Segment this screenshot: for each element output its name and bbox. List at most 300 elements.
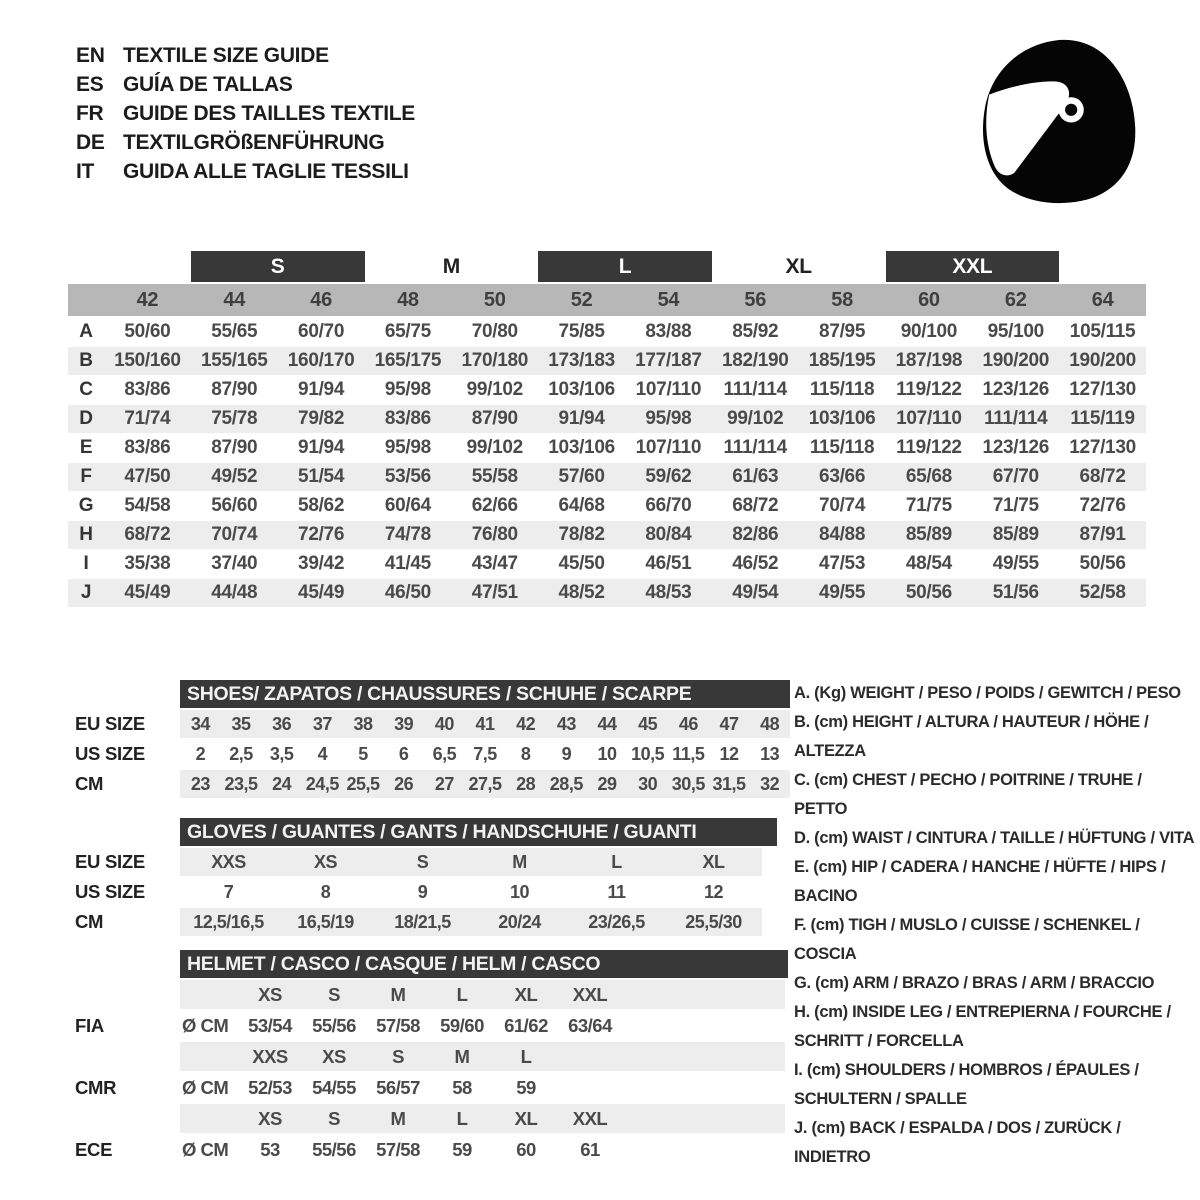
size-value: 70/80 [471, 321, 518, 342]
size-value: 59/60 [440, 1014, 484, 1036]
gloves-values [180, 848, 762, 876]
size-value: 79/82 [298, 408, 345, 429]
measure-row-b [68, 347, 1146, 375]
language-row-it [76, 157, 415, 186]
size-number: 42 [136, 288, 159, 311]
size-value: 64/68 [558, 495, 605, 516]
shoes-title: SHOES/ ZAPATOS / CHAUSSURES / SCHUHE / SCARPE [180, 680, 790, 708]
helmet-size: XL [514, 983, 538, 1005]
size-value: 90/100 [900, 321, 958, 342]
size-value: 57/58 [376, 1014, 420, 1036]
helmet-size: M [390, 1107, 406, 1129]
size-group-m: M [442, 254, 460, 278]
helmet-size: XXL [572, 1107, 608, 1129]
size-value: 68/72 [124, 524, 171, 545]
size-value: 36 [272, 713, 292, 734]
size-value: 28 [516, 773, 536, 794]
helmet-value-row-cmr [75, 1073, 788, 1102]
size-value: 12,5/16,5 [193, 911, 264, 932]
standard-label: ECE [75, 1138, 113, 1160]
size-value: 46/52 [732, 553, 779, 574]
size-value: 71/75 [992, 495, 1039, 516]
size-group-row [68, 251, 1146, 282]
size-value: 23,5 [224, 773, 258, 794]
size-value: 119/122 [896, 437, 962, 458]
size-value: 52/53 [248, 1076, 292, 1098]
helmet-size-header-fia [75, 980, 788, 1009]
size-value: 48/52 [558, 582, 605, 603]
size-value: 85/89 [992, 524, 1039, 545]
size-value: 12 [703, 881, 724, 902]
size-value: 55/58 [471, 466, 518, 487]
language-code: IT [76, 159, 95, 183]
size-value: 58 [452, 1076, 472, 1098]
row-label: B [79, 350, 93, 371]
size-value: 41 [475, 713, 495, 734]
legend-item-e: E. (cm) HIP / CADERA / HANCHE / HÜFTE / HIPS / BACINO [794, 858, 1166, 905]
size-value: 60 [516, 1138, 536, 1160]
size-value: 74/78 [384, 524, 431, 545]
size-value: 103/106 [548, 379, 615, 400]
size-value: 105/115 [1069, 321, 1136, 342]
size-value: 85/92 [732, 321, 779, 342]
standard-label: FIA [75, 1014, 104, 1036]
size-value: 27 [434, 773, 454, 794]
language-list [76, 41, 415, 186]
size-value: 190/200 [982, 350, 1050, 371]
size-value: 46 [678, 713, 698, 734]
size-group-l: L [538, 251, 712, 282]
size-value: 42 [516, 713, 536, 734]
size-group-s: S [191, 251, 365, 282]
size-value: 60/64 [384, 495, 431, 516]
size-value: 87/90 [471, 408, 518, 429]
size-value: 182/190 [721, 350, 789, 371]
size-value: 30,5 [671, 773, 705, 794]
measure-row-j [68, 579, 1146, 607]
size-value: 59/62 [645, 466, 692, 487]
row-label: US SIZE [75, 881, 145, 902]
helmet-values [180, 1135, 785, 1164]
size-number-row [68, 284, 1146, 316]
size-value: 2 [195, 743, 206, 764]
size-value: 63/64 [568, 1014, 612, 1036]
shoes-row-eu-size [75, 710, 790, 738]
size-value: 11 [607, 881, 626, 902]
size-value: 115/119 [1070, 408, 1135, 429]
size-value: 7 [223, 881, 234, 902]
row-label: CM [75, 911, 104, 932]
helmet-values [180, 1073, 785, 1102]
helmet-size: M [454, 1045, 470, 1067]
size-value: 11,5 [672, 743, 705, 764]
size-value: 4 [317, 743, 328, 764]
helmet-value-row-fia [75, 1011, 788, 1040]
size-value: 13 [760, 743, 780, 764]
size-value: 54/58 [124, 495, 171, 516]
row-label-spacer [75, 1042, 180, 1071]
language-title: TEXTILGRÖßENFÜHRUNG [123, 130, 385, 154]
size-value: 63/66 [819, 466, 866, 487]
size-value: 52/58 [1079, 582, 1126, 603]
standard-label: CMR [75, 1076, 117, 1098]
size-value: 59 [516, 1076, 536, 1098]
size-value: 45/49 [298, 582, 345, 603]
legend-item-d: D. (cm) WAIST / CINTURA / TAILLE / HÜFTUNG / VITA [794, 829, 1195, 847]
helmet-size-header-cmr [75, 1042, 788, 1071]
legend-item-g: G. (cm) ARM / BRAZO / BRAS / ARM / BRACCIO [794, 974, 1155, 992]
size-number: 48 [397, 288, 419, 311]
helmet-table [75, 950, 788, 1164]
size-value: 70/74 [211, 524, 258, 545]
size-value: 95/100 [987, 321, 1044, 342]
size-value: 95/98 [384, 379, 431, 400]
gloves-row-eu-size [75, 848, 777, 876]
row-label: E [79, 437, 93, 458]
size-value: 55/65 [211, 321, 258, 342]
size-value: 34 [190, 713, 210, 734]
size-value: 115/118 [809, 437, 875, 458]
size-value: XS [313, 851, 337, 872]
main-table-body [68, 318, 1146, 607]
row-label: F [80, 466, 92, 487]
size-value: 80/84 [645, 524, 692, 545]
size-value: 40 [434, 713, 454, 734]
size-value: 8 [520, 743, 531, 764]
size-group-xl: XL [785, 254, 812, 278]
size-value: 48/53 [645, 582, 692, 603]
size-value: 10,5 [631, 743, 665, 764]
size-value: 127/130 [1069, 379, 1136, 400]
legend-item-i: I. (cm) SHOULDERS / HOMBROS / ÉPAULES / SCHULTERN / SPALLE [794, 1061, 1139, 1108]
size-value: 103/106 [808, 408, 876, 429]
size-value: 82/86 [732, 524, 779, 545]
size-value: 71/75 [905, 495, 952, 516]
main-size-table [68, 251, 1146, 608]
shoes-values [180, 710, 790, 738]
size-value: 24,5 [305, 773, 339, 794]
size-value: 41/45 [384, 553, 431, 574]
size-value: 23 [190, 773, 210, 794]
size-value: 47 [719, 713, 739, 734]
size-spacer [180, 1104, 238, 1133]
helmet-size: XL [514, 1107, 538, 1129]
gloves-table [75, 818, 777, 936]
row-label: EU SIZE [75, 851, 145, 872]
size-value: 48/54 [905, 553, 952, 574]
language-row-en [76, 41, 415, 70]
size-value: 12 [719, 743, 739, 764]
size-group-spacer [68, 251, 191, 282]
size-value: 44 [597, 713, 617, 734]
size-number: 60 [918, 288, 940, 311]
visor-pivot [1065, 104, 1077, 116]
size-value: 8 [320, 881, 331, 902]
diameter-unit: Ø CM [182, 1138, 229, 1160]
size-value: 123/126 [982, 437, 1050, 458]
size-value: 72/76 [298, 524, 345, 545]
helmet-sizes [180, 1042, 785, 1071]
shoes-values [180, 770, 790, 798]
measure-row-c [68, 376, 1146, 404]
size-value: 65/75 [384, 321, 431, 342]
size-value: 2,5 [229, 743, 253, 764]
size-value: 68/72 [732, 495, 779, 516]
measure-row-e [68, 434, 1146, 462]
size-value: 56/60 [211, 495, 258, 516]
row-label: D [79, 408, 93, 429]
size-value: 160/170 [287, 350, 355, 371]
size-value: S [416, 851, 429, 872]
row-label: EU SIZE [75, 713, 145, 734]
size-value: 72/76 [1079, 495, 1126, 516]
shoes-row-us-size [75, 740, 790, 768]
size-value: 25,5 [346, 773, 380, 794]
row-label-spacer [75, 1104, 180, 1133]
size-value: 49/55 [819, 582, 866, 603]
size-value: 83/88 [645, 321, 692, 342]
legend-item-b: B. (cm) HEIGHT / ALTURA / HAUTEUR / HÖHE / ALTEZZA [794, 713, 1149, 760]
size-value: 75/85 [558, 321, 605, 342]
size-value: 87/90 [211, 437, 258, 458]
helmet-size: S [328, 983, 340, 1005]
shoes-row-cm [75, 770, 790, 798]
size-number: 54 [657, 288, 680, 311]
size-value: 76/80 [471, 524, 518, 545]
size-spacer [180, 1042, 238, 1071]
size-number: 46 [310, 288, 332, 311]
size-value: 55/56 [312, 1014, 356, 1036]
size-value: 99/102 [466, 437, 523, 458]
measure-row-g [68, 492, 1146, 520]
size-value: 85/89 [905, 524, 952, 545]
measure-row-d [68, 405, 1146, 433]
size-value: 71/74 [124, 408, 171, 429]
size-value: 38 [353, 713, 373, 734]
helmet-values [180, 1011, 785, 1040]
size-value: XXS [211, 851, 246, 872]
size-value: 25,5/30 [685, 911, 742, 932]
size-value: 84/88 [819, 524, 866, 545]
size-value: 53/54 [248, 1014, 292, 1036]
helmet-sizes [180, 1104, 785, 1133]
size-value: 47/51 [471, 582, 518, 603]
size-value: 9 [417, 881, 428, 902]
size-value: 83/86 [124, 379, 171, 400]
size-value: 119/122 [896, 379, 962, 400]
size-value: 95/98 [645, 408, 692, 429]
size-value: 55/56 [312, 1138, 356, 1160]
language-title: TEXTILE SIZE GUIDE [123, 43, 329, 67]
size-value: 23/26,5 [588, 911, 645, 932]
helmet-size: L [520, 1045, 532, 1067]
size-value: 37/40 [211, 553, 258, 574]
size-value: 27,5 [468, 773, 502, 794]
size-value: 127/130 [1069, 437, 1136, 458]
measurement-legend [794, 679, 1198, 1172]
racing-helmet-icon [978, 38, 1138, 208]
measure-row-a [68, 318, 1146, 346]
size-value: 32 [760, 773, 780, 794]
size-value: 49/54 [732, 582, 779, 603]
legend-item-j: J. (cm) BACK / ESPALDA / DOS / ZURÜCK / INDIETRO [794, 1119, 1121, 1166]
size-value: 46/51 [645, 553, 692, 574]
size-number: 44 [223, 288, 246, 311]
size-value: 78/82 [558, 524, 605, 545]
size-value: 45 [638, 713, 658, 734]
size-value: 87/90 [211, 379, 258, 400]
size-value: 45/50 [558, 553, 605, 574]
helmet-size: L [456, 983, 468, 1005]
size-value: 60/70 [298, 321, 345, 342]
language-code: DE [76, 130, 105, 154]
size-value: 123/126 [982, 379, 1050, 400]
size-value: 58/62 [298, 495, 345, 516]
language-title: GUÍA DE TALLAS [123, 72, 293, 96]
gloves-values [180, 908, 762, 936]
helmet-size-header-ece [75, 1104, 788, 1133]
size-number: 50 [483, 288, 506, 311]
helmet-size: XS [322, 1045, 346, 1067]
size-value: 10 [597, 743, 617, 764]
helmet-size: XS [258, 1107, 282, 1129]
helmet-title: HELMET / CASCO / CASQUE / HELM / CASCO [180, 950, 788, 978]
size-value: 65/68 [905, 466, 952, 487]
row-label: H [79, 524, 93, 545]
size-value: 39/42 [298, 553, 345, 574]
size-spacer [180, 980, 238, 1009]
size-value: 35/38 [124, 553, 171, 574]
size-value: 49/52 [211, 466, 258, 487]
language-code: EN [76, 43, 105, 67]
size-value: 62/66 [471, 495, 518, 516]
size-value: 99/102 [466, 379, 523, 400]
size-value: 95/98 [384, 437, 431, 458]
size-value: 50/56 [1079, 553, 1126, 574]
diameter-unit: Ø CM [182, 1076, 229, 1098]
language-row-es [76, 70, 415, 99]
size-value: 83/86 [384, 408, 431, 429]
size-value: 187/198 [895, 350, 963, 371]
size-value: 83/86 [124, 437, 171, 458]
size-value: 31,5 [712, 773, 746, 794]
size-value: 155/165 [200, 350, 268, 371]
size-value: 150/160 [114, 350, 181, 371]
row-label: G [78, 495, 94, 516]
size-number: 64 [1091, 288, 1114, 311]
size-value: 47/50 [124, 466, 171, 487]
size-value: 7,5 [473, 743, 497, 764]
helmet-value-row-ece [75, 1135, 788, 1164]
size-group-spacer [1059, 251, 1146, 282]
legend-item-a: A. (Kg) WEIGHT / PESO / POIDS / GEWITCH / PESO [794, 684, 1181, 702]
size-value: 87/91 [1079, 524, 1126, 545]
helmet-size: S [392, 1045, 404, 1067]
size-value: 10 [509, 881, 530, 902]
size-value: L [611, 851, 622, 872]
row-label: I [83, 553, 89, 574]
size-value: 53/56 [384, 466, 431, 487]
gloves-row-us-size [75, 878, 777, 906]
size-value: 44/48 [211, 582, 258, 603]
size-value: 91/94 [558, 408, 605, 429]
size-value: 26 [394, 773, 414, 794]
size-value: 50/60 [124, 321, 171, 342]
size-value: 173/183 [548, 350, 615, 371]
size-value: 111/114 [984, 408, 1048, 429]
language-code: FR [76, 101, 104, 125]
size-value: 91/94 [298, 437, 345, 458]
row-label: J [80, 582, 92, 603]
measure-row-f [68, 463, 1146, 491]
size-value: 45/49 [124, 582, 171, 603]
size-value: 177/187 [635, 350, 702, 371]
gloves-row-cm [75, 908, 777, 936]
size-value: 68/72 [1079, 466, 1126, 487]
size-value: 47/53 [819, 553, 866, 574]
size-value: 190/200 [1069, 350, 1136, 371]
size-value: 107/110 [635, 437, 702, 458]
helmet-size: S [328, 1107, 340, 1129]
size-value: 39 [394, 713, 414, 734]
helmet-size: L [456, 1107, 468, 1129]
gloves-values [180, 878, 762, 906]
size-value: 18/21,5 [394, 911, 451, 932]
size-value: 66/70 [645, 495, 692, 516]
helmet-size: XXS [252, 1045, 288, 1067]
size-value: 6,5 [432, 743, 457, 764]
size-value: 57/58 [376, 1138, 420, 1160]
size-value: 24 [272, 773, 292, 794]
helmet-size: XXL [572, 983, 608, 1005]
size-value: 115/118 [809, 379, 875, 400]
measure-row-h [68, 521, 1146, 549]
size-value: 185/195 [808, 350, 876, 371]
size-value: 111/114 [723, 437, 787, 458]
measure-row-i [68, 550, 1146, 578]
size-value: 51/56 [992, 582, 1039, 603]
row-label: CM [75, 773, 104, 794]
size-value: M [512, 851, 527, 872]
size-value: 28,5 [549, 773, 583, 794]
shoes-table [75, 680, 790, 798]
size-value: 61 [580, 1138, 600, 1160]
language-row-de [76, 128, 415, 157]
legend-item-c: C. (cm) CHEST / PECHO / POITRINE / TRUHE / PETTO [794, 771, 1142, 818]
size-value: 29 [597, 773, 617, 794]
language-title: GUIDE DES TAILLES TEXTILE [123, 101, 415, 125]
size-value: 3,5 [269, 743, 294, 764]
size-value: 107/110 [896, 408, 962, 429]
size-value: 59 [452, 1138, 472, 1160]
gloves-title: GLOVES / GUANTES / GANTS / HANDSCHUHE / GUANTI [180, 818, 777, 846]
size-value: 103/106 [548, 437, 615, 458]
size-number: 56 [744, 288, 767, 311]
size-value: 87/95 [819, 321, 866, 342]
row-label: US SIZE [75, 743, 145, 764]
size-value: 107/110 [635, 379, 702, 400]
size-value: 57/60 [558, 466, 605, 487]
size-value: 51/54 [298, 466, 345, 487]
shoes-values [180, 740, 790, 768]
size-value: 37 [312, 713, 332, 734]
size-value: 70/74 [819, 495, 866, 516]
size-value: 46/50 [384, 582, 431, 603]
size-value: 67/70 [992, 466, 1039, 487]
size-value: 48 [760, 713, 780, 734]
size-value: XL [702, 851, 725, 872]
size-value: 5 [358, 743, 368, 764]
